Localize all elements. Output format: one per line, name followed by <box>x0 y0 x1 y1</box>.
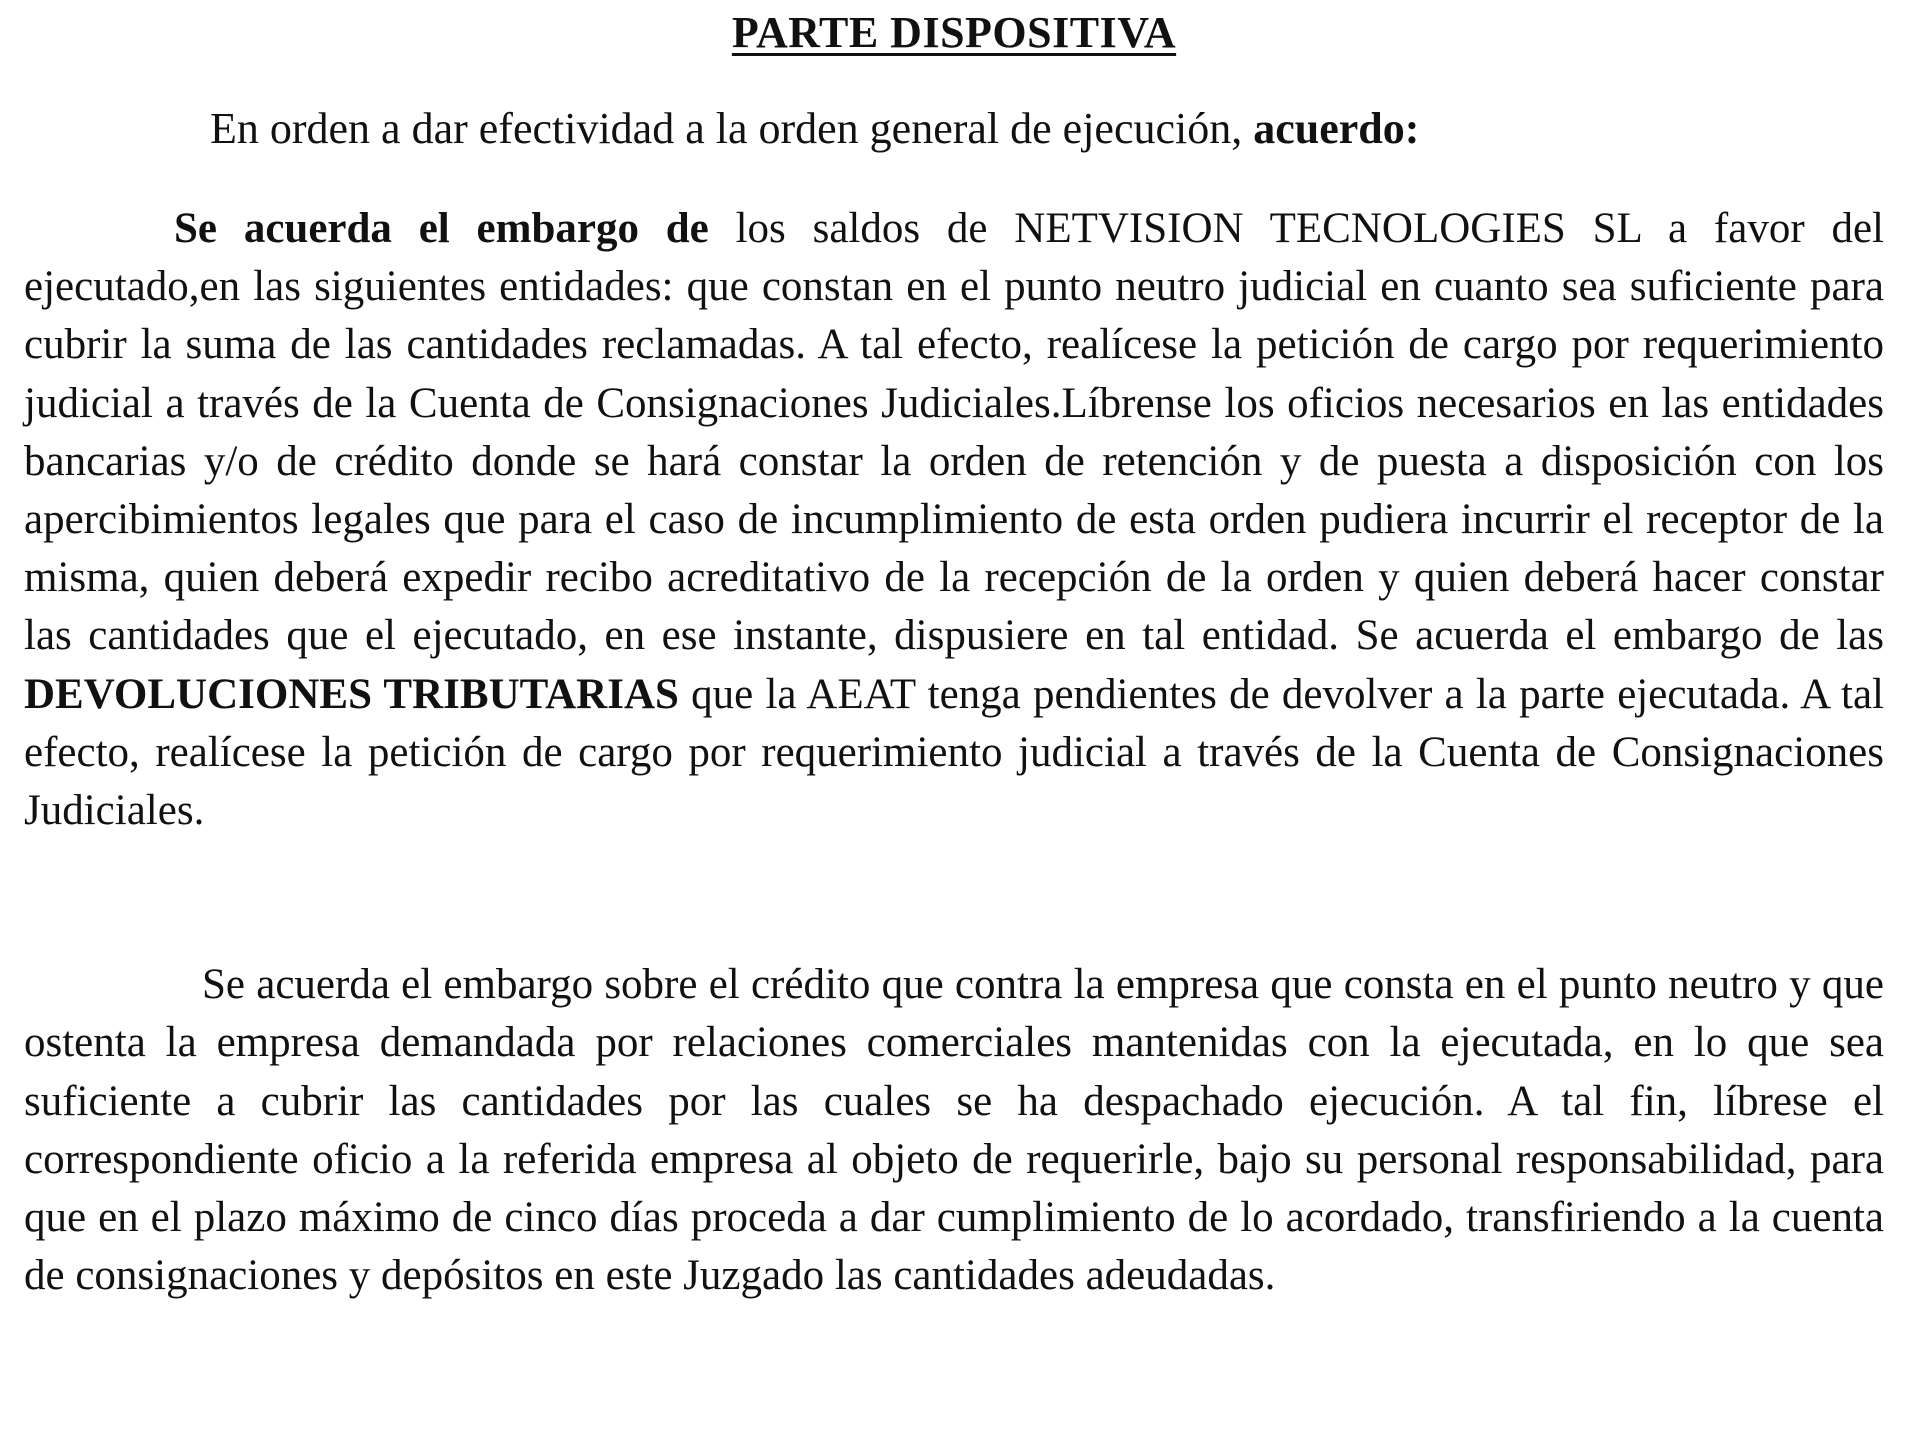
tax-refunds-bold: DEVOLUCIONES TRIBUTARIAS <box>24 670 679 718</box>
document-page <box>24 0 1884 1305</box>
intro-bold-agreement: acuerdo: <box>1253 104 1420 153</box>
document-title: PARTE DISPOSITIVA <box>731 8 1177 57</box>
embargo-text-b: que la AEAT tenga pendientes de devolver a la parte ejecutada. A tal efecto, realícese la petición de cargo por requerimiento judicial a través de la Cuenta de Consignaciones Judiciales. <box>24 670 1885 835</box>
embargo-lead-bold: Se acuerda el embargo de <box>174 205 709 252</box>
embargo-balances-paragraph <box>24 200 1884 840</box>
intro-text: En orden a dar efectividad a la orden general de ejecución, <box>210 104 1254 153</box>
embargo-credit-paragraph: Se acuerda el embargo sobre el crédito que contra la empresa que consta en el punto neutro y que ostenta la empresa demandada por relaciones comerciales mantenidas con la ejecutada, en lo que sea suficiente a cubrir las cantidades por las cuales se ha despachado ejecución. A tal fin, líbrese el correspondiente oficio a la referida empresa al objeto de requerirle, bajo su personal responsabilidad, para que en el plazo máximo de cinco días proceda a dar cumplimiento de lo acordado, transfiriendo a la cuenta de consignaciones y depósitos en este Juzgado las cantidades adeudadas. <box>24 961 1884 1300</box>
intro-paragraph <box>24 102 1884 156</box>
embargo-text-a: los saldos de NETVISION TECNOLOGIES SL a favor del ejecutado,en las siguientes entidades: que constan en el punto neutro judicial en cuanto sea suficiente para cubrir la suma de las cantidades reclamadas. A tal efecto, realícese la petición de cargo por requerimiento judicial a través de la Cuenta de Consignaciones Judiciales.Líbrense los oficios necesarios en las entidades bancarias y/o de crédito donde se hará constar la orden de retención y de puesta a disposición con los apercibimientos legales que para el caso de incumplimiento de esta orden pudiera incurrir el receptor de la misma, quien deberá expedir recibo acreditativo de la recepción de la orden y quien deberá hacer constar las cantidades que el ejecutado, en ese instante, dispusiere en tal entidad. Se acuerda el embargo de las <box>24 205 1884 660</box>
